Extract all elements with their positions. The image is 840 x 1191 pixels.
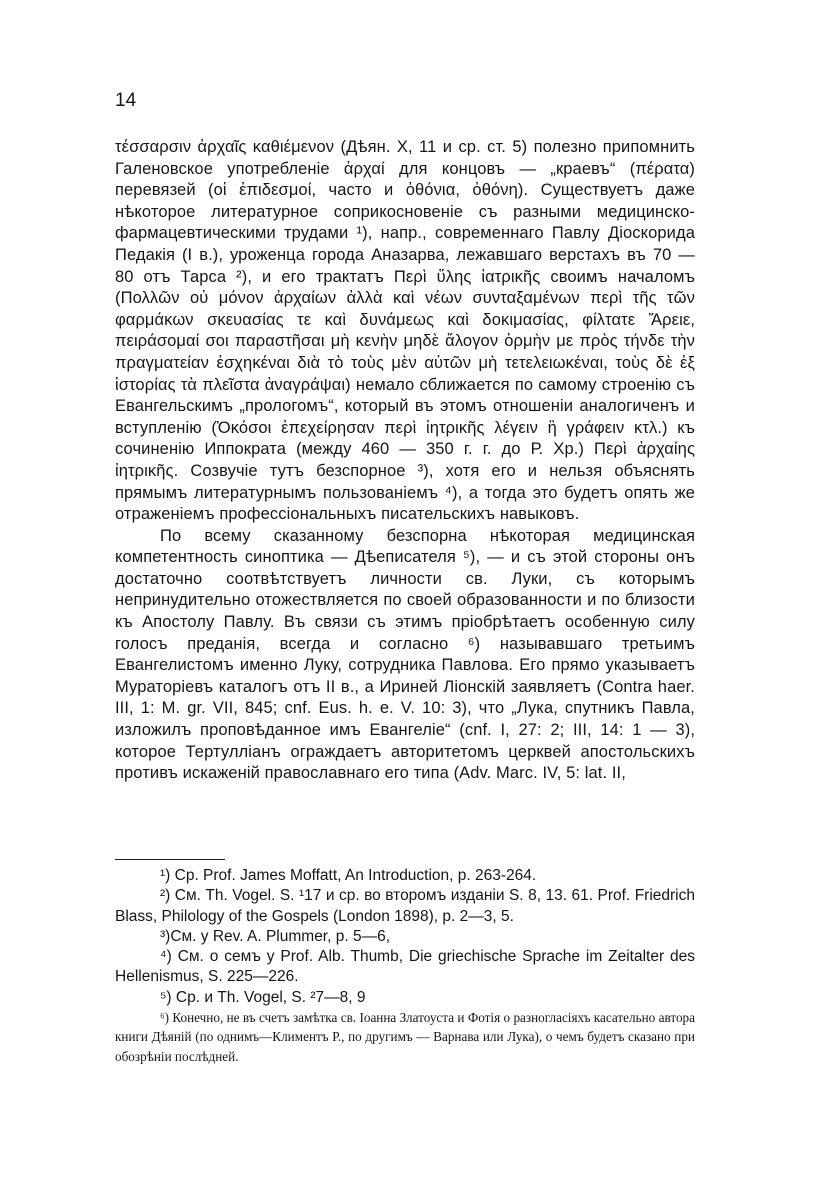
footnote-3: ³)См. у Rev. A. Plummer, p. 5—6,: [160, 927, 391, 945]
footnote-5: ⁵) Ср. и Th. Vogel, S. ²7—8, 9: [160, 988, 366, 1006]
main-text: [115, 137, 695, 785]
paragraph-2: По всему сказанному безспорна нѣкоторая медицинская компетентность синоптика — Дѣеписателя ⁵), — и съ этой стороны онъ достаточно соотвѣтствуетъ личности св. Луки, съ которымъ непринудительно отожествляется по своей образованности и по близости къ Апостолу Павлу. Въ связи съ этимъ пріобрѣтаетъ особенную силу голосъ преданія, всегда и согласно ⁶) называвшаго третьимъ Евангелистомъ именно Луку, сотрудника Павлова. Его прямо указываетъ Мураторіевъ каталогъ отъ II в., а Ириней Ліонскій заявляетъ (Contra haer. III, 1: M. gr. VII, 845; cnf. Eus. h. e. V. 10: 3), что „Лука, спутникъ Павла, изложилъ проповѣданное имъ Евангеліе“ (cnf. I, 27: 2; III, 14: 1 — 3), которое Тертулліанъ ограждаетъ авторитетомъ церквей апостольскихъ противъ искаженій православнаго его типа (Adv. Marc. IV, 5: lat. II,: [115, 526, 695, 783]
footnote-2: ²) См. Th. Vogel. S. ¹17 и ср. во второмъ изданіи S. 8, 13. 61. Prof. Friedrich Blass, Philology of the Gospels (London 1898), p. 2—3, 5.: [115, 887, 695, 925]
footnotes: [115, 866, 695, 1066]
page-number: 14: [115, 90, 137, 111]
footnote-divider: [115, 859, 225, 860]
footnote-6: ⁶) Конечно, не въ счетъ замѣтка св. Іоанна Златоуста и Фотія о разногласіяхъ касательно автора книги Дѣяній (по однимъ—Климентъ Р., по другимъ — Варнава или Лука), о чемъ будетъ сказано при обозрѣніи послѣдней.: [115, 1010, 695, 1064]
footnote-1: ¹) Ср. Prof. James Moffatt, An Introduction, p. 263-264.: [160, 867, 537, 884]
paragraph-1: τέσσαρσιν ἀρχαῖς καθιέμενον (Дѣян. X, 11 и ср. ст. 5) полезно припомнить Галеновское употребленіе ἀρχαί для концовъ — „краевъ“ (πέρατα) перевязей (οἱ ἐπιδεσμοί, часто и ὀθόνια, ὀθόνη). Существуетъ даже нѣкоторое литературное соприкосновеніе съ разными медицинско-фармацевтическими трудами ¹), напр., современнаго Павлу Діоскорида Педакія (I в.), уроженца города Аназарва, лежавшаго верстахъ въ 70 — 80 отъ Тарса ²), и его трактатъ Περὶ ὕλης ἰατρικῆς своимъ началомъ (Πολλῶν οὐ μόνον ἀρχαίων ἀλλὰ καὶ νέων συνταξαμένων περὶ τῆς τῶν φαρμάκων σκευασίας τε καὶ δυνάμεως καὶ δοκιμασίας, φίλτατε Ἄρειε, πειράσομαί σοι παραστῆσαι μὴ κενὴν μηδὲ ἄλογον ὁρμὴν με πρὸς τήνδε τὴν πραγματείαν ἐσχηκέναι διὰ τὸ τοὺς μὲν αὐτῶν μὴ τετελειωκέναι, τοὺς δὲ ἐξ ἱστορίας τὰ πλεῖστα ἀναγράψαι) немало сближается по самому строенію съ Евангельскимъ „прологомъ“, который въ этомъ отношеніи аналогиченъ и вступленію (Ὁκόσοι ἐπεχείρησαν περὶ ἰητρικῆς λέγειν ἢ γράφειν κτλ.) къ сочиненію Иппократа (между 460 — 350 г. г. до Р. Хр.) Περὶ ἀρχαίης ἰητρικῆς. Созвучіе тутъ безспорное ³), хотя его и нельзя объяснять прямымъ литературнымъ пользованіемъ ⁴), а тогда это будетъ опять же отраженіемъ профессіональныхъ писательскихъ навыковъ.: [115, 138, 695, 524]
footnote-4: ⁴) См. о семъ у Prof. Alb. Thumb, Die griechische Sprache im Zeitalter des Hellenismus, S. 225—226.: [115, 948, 695, 986]
